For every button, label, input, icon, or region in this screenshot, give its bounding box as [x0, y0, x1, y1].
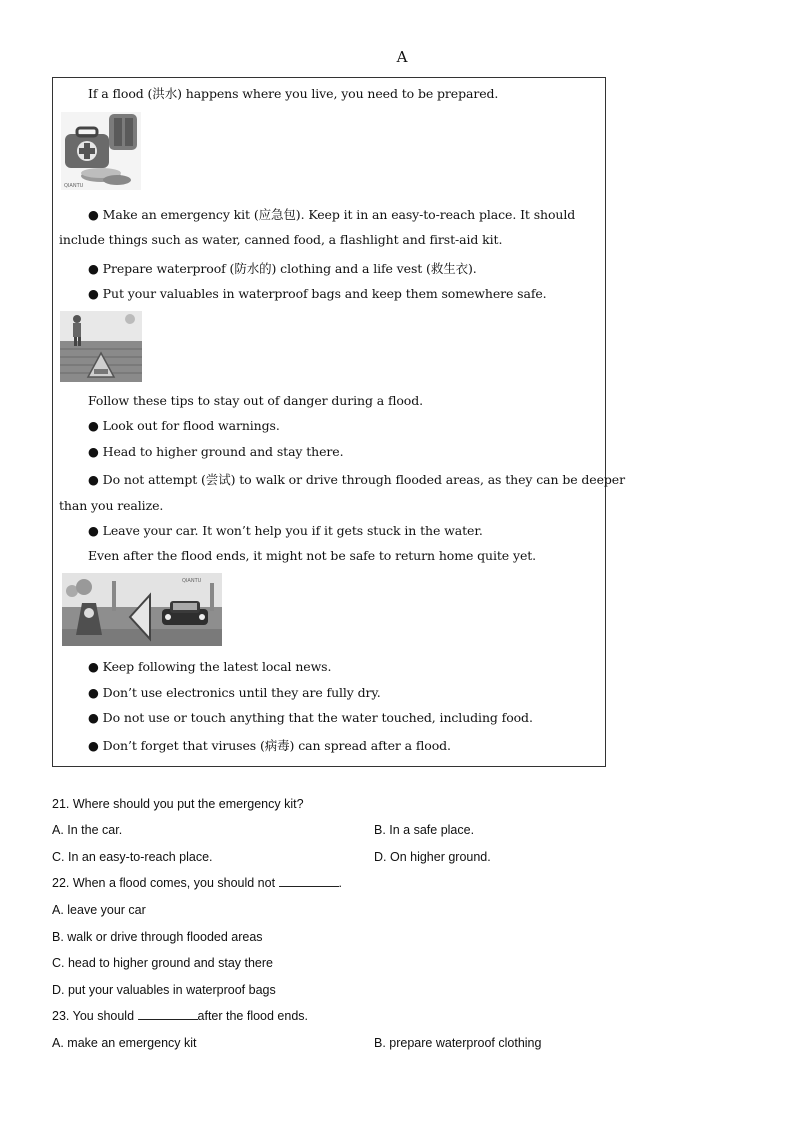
passage-line: include things such as water, canned food, a flashlight and first-aid kit.: [59, 232, 503, 247]
q21-option-c: C. In an easy-to-reach place.: [52, 850, 213, 864]
passage-line: Even after the flood ends, it might not be safe to return home quite yet.: [88, 548, 537, 563]
q22-option-a: A. leave your car: [52, 903, 146, 917]
passage-line: ● Leave your car. It won’t help you if it gets stuck in the water.: [88, 523, 483, 538]
q21-option-b: B. In a safe place.: [374, 823, 475, 837]
flooded-road-image: [62, 573, 222, 646]
q22-option-d: D. put your valuables in waterproof bags: [52, 983, 276, 997]
passage-line: ● Put your valuables in waterproof bags and keep them somewhere safe.: [88, 286, 547, 301]
answer-blank: [138, 1009, 198, 1020]
passage-line: ● Make an emergency kit (应急包). Keep it in an easy-to-reach place. It should: [88, 207, 576, 222]
emergency-kit-image: [61, 112, 141, 190]
passage-line: ● Look out for flood warnings.: [88, 418, 280, 433]
passage-line: ● Don’t forget that viruses (病毒) can spread after a flood.: [88, 738, 451, 753]
q21-option-d: D. On higher ground.: [374, 850, 491, 864]
question-22-stem: 22. When a flood comes, you should not .: [52, 876, 343, 890]
passage-line: ● Don’t use electronics until they are fully dry.: [88, 685, 381, 700]
flood-roof-image: [60, 311, 142, 382]
image-watermark: QIANTU: [64, 183, 84, 189]
answer-blank: [279, 876, 339, 887]
passage-line: ● Do not use or touch anything that the water touched, including food.: [88, 710, 533, 725]
passage-line: Follow these tips to stay out of danger during a flood.: [88, 393, 424, 408]
q21-option-a: A. In the car.: [52, 823, 123, 837]
passage-line: ● Prepare waterproof (防水的) clothing and a life vest (救生衣).: [88, 261, 477, 276]
passage-line: ● Do not attempt (尝试) to walk or drive through flooded areas, as they can be deeper: [88, 472, 625, 487]
question-21-stem: 21. Where should you put the emergency kit?: [52, 797, 304, 811]
svg-text:QIANTU: QIANTU: [182, 578, 202, 584]
question-23-stem: 23. You should after the flood ends.: [52, 1009, 309, 1023]
q22-option-c: C. head to higher ground and stay there: [52, 956, 273, 970]
q23-option-a: A. make an emergency kit: [52, 1036, 197, 1050]
section-heading: A: [396, 48, 408, 66]
passage-line: ● Head to higher ground and stay there.: [88, 444, 344, 459]
passage-line: than you realize.: [59, 498, 164, 513]
q22-option-b: B. walk or drive through flooded areas: [52, 930, 263, 944]
q23-option-b: B. prepare waterproof clothing: [374, 1036, 542, 1050]
passage-line: ● Keep following the latest local news.: [88, 659, 332, 674]
passage-intro: If a flood (洪水) happens where you live, you need to be prepared.: [88, 86, 499, 101]
